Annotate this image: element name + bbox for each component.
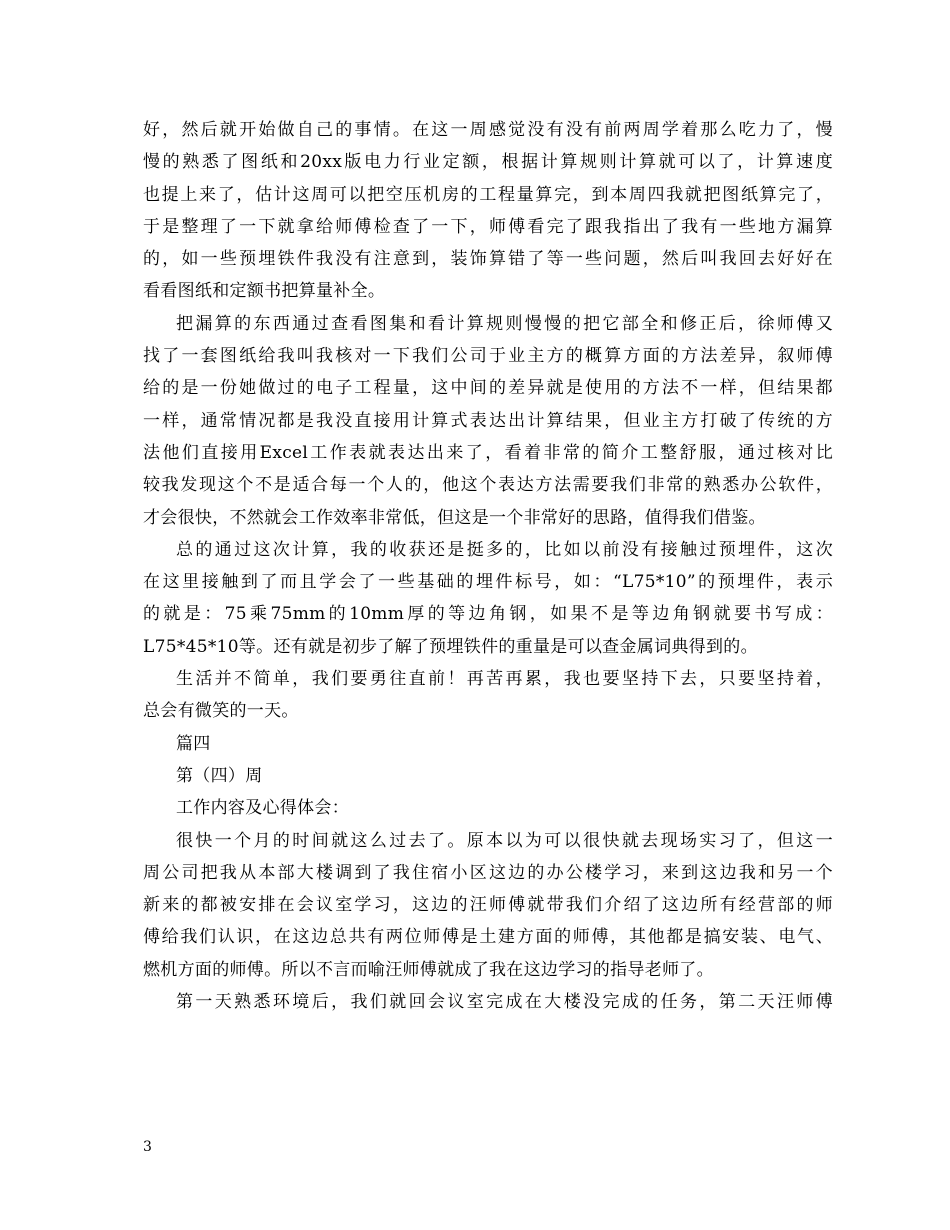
week-heading: 第（四）周 <box>176 765 263 786</box>
text-line: 把漏算的东西通过查看图集和看计算规则慢慢的把它部全和修正后，徐师傅又 <box>176 313 833 334</box>
text-line: 于是整理了一下就拿给师傅检查了一下，师傅看完了跟我指出了我有一些地方漏算 <box>143 216 833 237</box>
text-line: 好，然后就开始做自己的事情。在这一周感觉没有没有前两周学着那么吃力了，慢 <box>143 120 833 140</box>
text-line: 较我发现这个不是适合每一个人的，他这个表达方法需要我们非常的熟悉办公软件， <box>143 475 833 496</box>
text-line: 生活并不简单，我们要勇往直前！再苦再累，我也要坚持下去，只要坚持着， <box>176 669 833 690</box>
text-line: 的，如一些预埋铁件我没有注意到，装饰算错了等一些问题，然后叫我回去好好在 <box>143 249 833 270</box>
text-line: 一样，通常情况都是我没直接用计算式表达出计算结果，但业主方打破了传统的方 <box>143 410 833 431</box>
text-line: 新来的都被安排在会议室学习，这边的汪师傅就带我们介绍了这边所有经营部的师 <box>143 895 833 916</box>
text-line: 看看图纸和定额书把算量补全。 <box>143 281 386 302</box>
text-line: 傅给我们认识，在这边总共有两位师傅是土建方面的师傅，其他都是搞安装、电气、 <box>143 927 833 948</box>
text-line: 燃机方面的师傅。所以不言而喻汪师傅就成了我在这边学习的指导老师了。 <box>143 959 714 980</box>
text-line: 才会很快，不然就会工作效率非常低，但这是一个非常好的思路，值得我们借鉴。 <box>143 507 766 528</box>
subheading: 工作内容及心得体会： <box>176 798 349 819</box>
document-body <box>143 114 833 1018</box>
text-line: 给的是一份她做过的电子工程量，这中间的差异就是使用的方法不一样，但结果都 <box>143 378 833 399</box>
text-line: 法他们直接用Excel工作表就表达出来了，看着非常的简介工整舒服，通过核对比 <box>143 442 833 463</box>
text-line: 第一天熟悉环境后，我们就回会议室完成在大楼没完成的任务，第二天汪师傅 <box>176 992 833 1013</box>
text-line: 周公司把我从本部大楼调到了我住宿小区这边的办公楼学习，来到这边我和另一个 <box>143 862 833 883</box>
text-line: 在这里接触到了而且学会了一些基础的埋件标号，如：“L75*10”的预埋件，表示 <box>143 572 833 593</box>
text-line: 总会有微笑的一天。 <box>143 701 299 722</box>
text-line: 慢的熟悉了图纸和20xx版电力行业定额，根据计算规则计算就可以了，计算速度 <box>143 152 833 173</box>
page-number: 3 <box>143 1139 152 1155</box>
text-line: L75*45*10等。还有就是初步了解了预埋铁件的重量是可以查金属词典得到的。 <box>143 636 758 657</box>
text-line: 很快一个月的时间就这么过去了。原本以为可以很快就去现场实习了，但这一 <box>176 830 833 851</box>
text-line: 总的通过这次计算，我的收获还是挺多的，比如以前没有接触过预埋件，这次 <box>176 539 833 560</box>
text-line: 也提上来了，估计这周可以把空压机房的工程量算完，到本周四我就把图纸算完了， <box>143 184 833 205</box>
text-line: 找了一套图纸给我叫我核对一下我们公司于业主方的概算方面的方法差异，叙师傅 <box>143 346 833 367</box>
section-heading: 篇四 <box>176 733 211 754</box>
text-line: 的就是：75乘75mm的10mm厚的等边角钢，如果不是等边角钢就要书写成： <box>143 604 833 625</box>
